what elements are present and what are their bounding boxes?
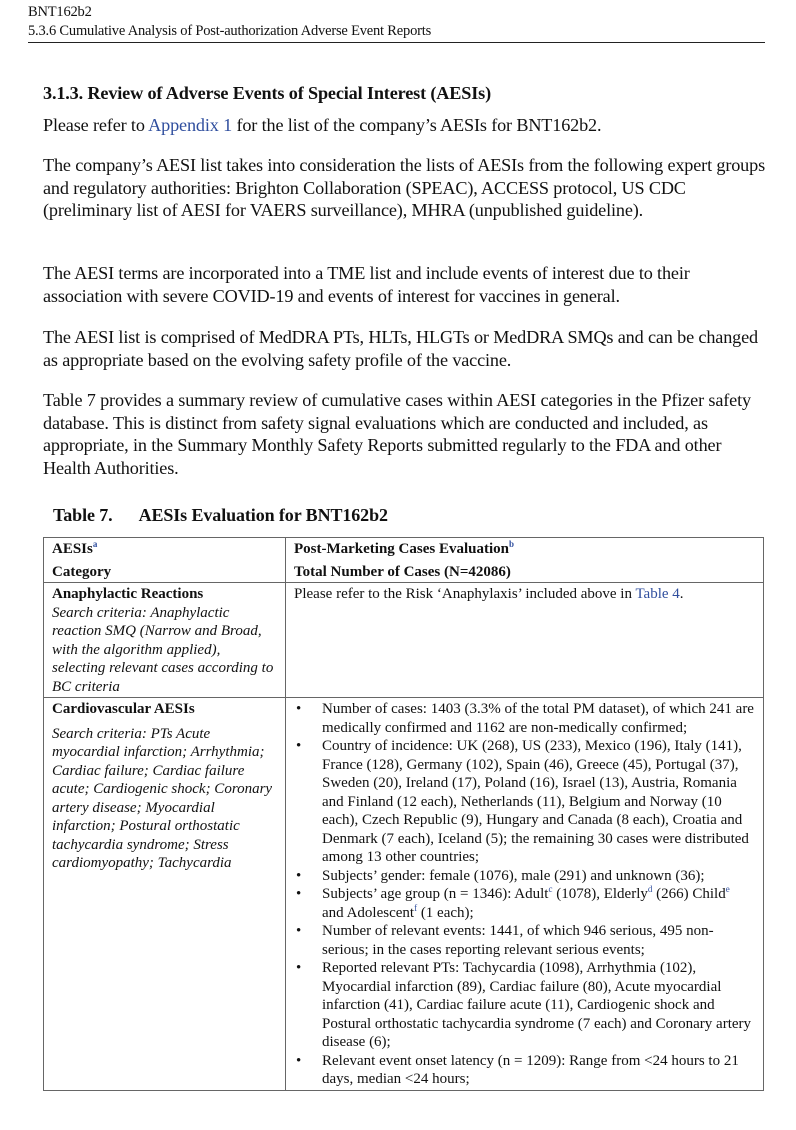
header-cell-evaluation [286, 538, 764, 583]
p1-text-before: Please refer to [43, 115, 149, 135]
header-category: Category [52, 563, 112, 580]
table-row [44, 698, 764, 1091]
search-criteria: Search criteria: PTs Acute myocardial infarction; Arrhythmia; Cardiac failure; Cardiac failure acute; Cardiogenic shock; Coronary artery disease; Myocardial infarction; Postural orthostatic tachycardia syndrome; Stress cardiomyopathy; Tachycardia [52, 725, 273, 871]
bullet-relevant-events: • Number of relevant events: 1441, of which 946 serious, 495 non-serious; in the cases reporting relevant serious events; [294, 922, 755, 959]
bullet-age-group [294, 885, 755, 922]
paragraph-tme-list: The AESI terms are incorporated into a TME list and include events of interest due to their association with severe COVID-19 and events of interest for vaccines in general. [43, 263, 690, 306]
age-text-5: (1 each); [417, 904, 474, 921]
header-total-cases: Total Number of Cases (N=42086) [294, 563, 511, 580]
aesi-evaluation-table [43, 537, 764, 1091]
evaluation-cell [286, 583, 764, 698]
evaluation-bullet-list [294, 700, 755, 1089]
table-4-link[interactable]: Table 4 [635, 586, 680, 602]
paragraph-aesi-sources: The company’s AESI list takes into consideration the lists of AESIs from the following expert groups and regulatory authorities: Brighton Collaboration (SPEAC), ACCESS protocol, US CDC (preliminary list of AESI for VAERS surveillance), MHRA (unpublished guideline). [43, 155, 765, 220]
category-title: Cardiovascular AESIs [52, 701, 195, 717]
table-row [44, 583, 764, 698]
age-text-3: (266) Child [652, 886, 726, 902]
footnote-c: c [548, 884, 553, 894]
header-aesis [52, 540, 277, 559]
age-text-1: Subjects’ age group (n = 1346): Adult [322, 886, 549, 902]
section-heading: 3.1.3. Review of Adverse Events of Special Interest (AESIs) [43, 83, 491, 103]
p1-text-after: for the list of the company’s AESIs for BNT162b2. [232, 115, 602, 135]
bullet-onset-latency: • Relevant event onset latency (n = 1209): Range from <24 hours to 21 days, median <24 hours; [294, 1052, 755, 1089]
footnote-d: d [647, 884, 653, 894]
search-criteria: Search criteria: Anaphylactic reaction SMQ (Narrow and Broad, with the algorithm applied), selecting relevant cases according to BC criteria [52, 604, 274, 695]
header-cell-category [44, 538, 286, 583]
bullet-number-of-cases: • Number of cases: 1403 (3.3% of the total PM dataset), of which 241 are medically confirmed and 1162 are non-medically confirmed; [294, 700, 755, 737]
header-pm-evaluation [294, 540, 755, 559]
footnote-b: b [509, 539, 515, 549]
header-pm-evaluation-text: Post-Marketing Cases Evaluation [294, 541, 509, 557]
table-caption-title: AESIs Evaluation for BNT162b2 [138, 505, 388, 525]
age-text-2: (1078), Elderly [552, 886, 648, 902]
table-caption [53, 505, 388, 526]
evaluation-text-after: . [679, 586, 684, 602]
table-header-row [44, 538, 764, 583]
category-cell [44, 583, 286, 698]
footnote-e: e [725, 884, 730, 894]
table-caption-label: Table 7. [53, 505, 113, 525]
footnote-f: f [414, 902, 418, 913]
running-header [28, 3, 765, 43]
appendix-1-link[interactable]: Appendix 1 [148, 115, 233, 135]
bullet-reported-pts: • Reported relevant PTs: Tachycardia (1098), Arrhythmia (102), Myocardial infarction (89), Cardiac failure (80), Acute myocardial infarction (41), Cardiac failure acute (11), Cardiogenic shock and Postural orthostatic tachycardia syndrome (7 each) and Coronary artery disease (6); [294, 959, 755, 1052]
evaluation-cell [286, 698, 764, 1091]
header-aesis-text: AESIs [52, 541, 93, 557]
evaluation-text-before: Please refer to the Risk ‘Anaphylaxis’ included above in [294, 586, 636, 602]
footnote-a: a [92, 539, 98, 549]
category-cell [44, 698, 286, 1091]
age-text-4: and Adolescent [322, 904, 415, 921]
paragraph-meddra: The AESI list is comprised of MedDRA PTs, HLTs, HLGTs or MedDRA SMQs and can be changed as appropriate based on the evolving safety profile of the vaccine. [43, 327, 758, 370]
paragraph-table7-intro: Table 7 provides a summary review of cumulative cases within AESI categories in the Pfizer safety database. This is distinct from safety signal evaluations which are conducted and included, as appropriate, in the Summary Monthly Safety Reports submitted regularly to the FDA and other Health Authorities. [43, 390, 751, 478]
header-product: BNT162b2 [28, 4, 92, 20]
paragraph-appendix-ref [43, 114, 768, 137]
bullet-gender: • Subjects’ gender: female (1076), male (291) and unknown (36); [294, 867, 755, 886]
bullet-country-of-incidence: • Country of incidence: UK (268), US (233), Mexico (196), Italy (141), France (128), Germany (102), Spain (46), Greece (45), Portugal (37), Sweden (20), Ireland (17), Poland (16), Israel (13), Austria, Romania and Finland (12 each), Netherlands (11), Belgium and Norway (10 each), Czech Republic (9), Hungary and Canada (8 each), Croatia and Denmark (7 each), Iceland (5); the remaining 30 cases were distributed among 13 other countries; [294, 737, 755, 867]
category-title: Anaphylactic Reactions [52, 586, 204, 602]
header-document-title: 5.3.6 Cumulative Analysis of Post-authorization Adverse Event Reports [28, 23, 432, 39]
